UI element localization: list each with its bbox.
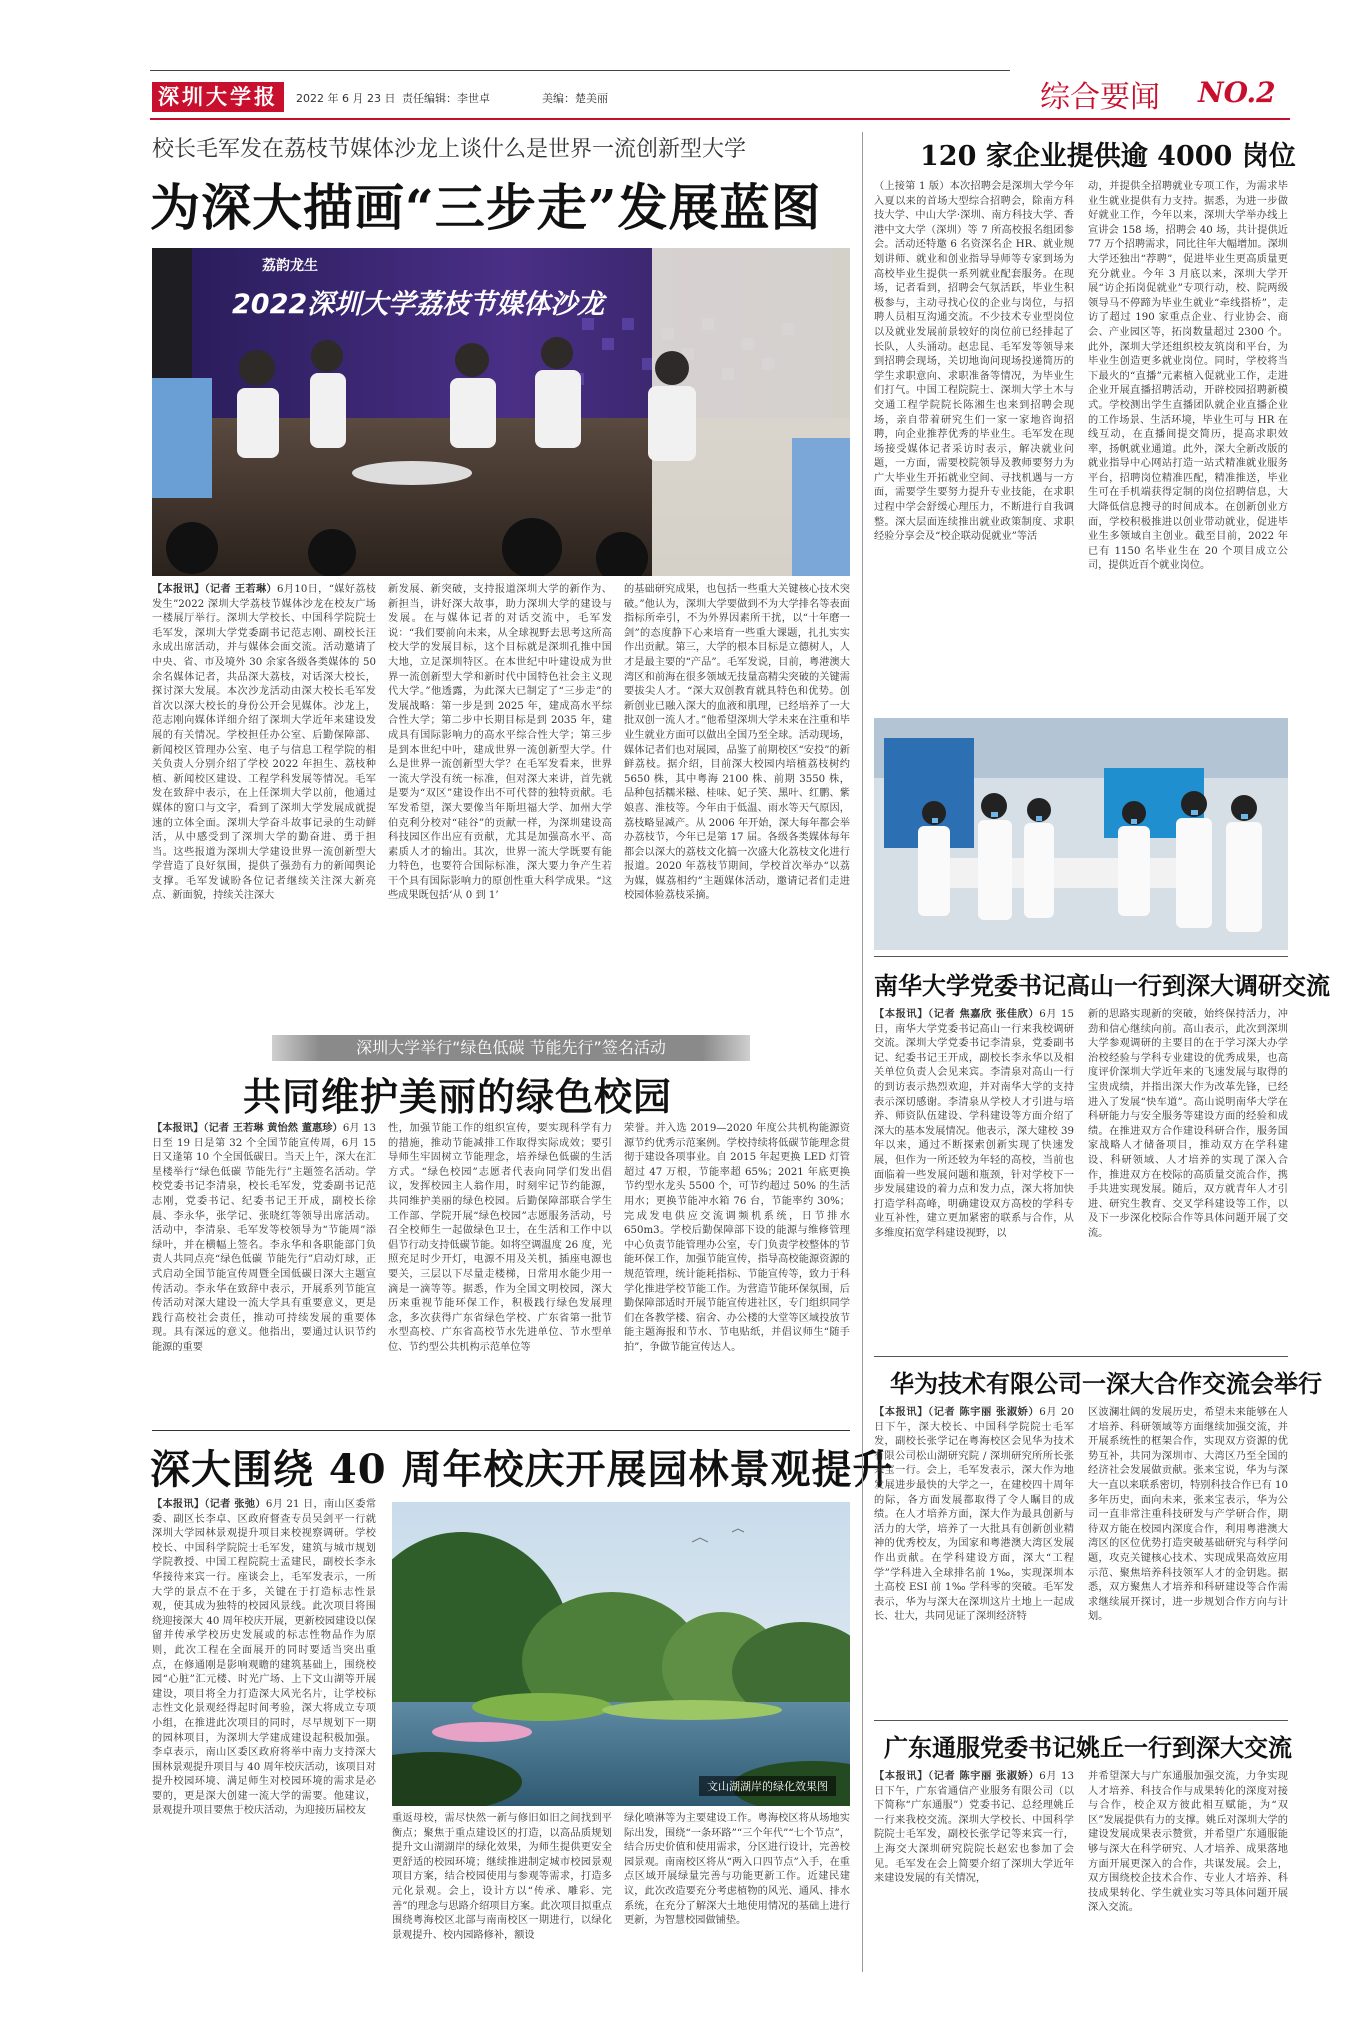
art-editor: 美编：楚美丽 <box>542 92 608 105</box>
article4-column-1: 【本报讯】（记者 陈宇丽 张淑娇）6月 20 日下午，深大校长、中国科学院院士毛军发，副校长张学记在粤海校区会见华为技术有限公司松山湖研究院 / 深圳研究所所长张来宝一行。会上，毛军发表示，深大作为地发展进步最快的大学之一，在建校四十周年的际，各方面发展都取得了令人瞩目的成绩。在人才培养方面，深大作为最具创新与活力的大学，培养了一大批具有创新创业精神的优秀校友，为国家和粤港澳大湾区发展作出贡献。在学科建设方面，深大“工程学”学科进入全球排名前 1‰，实现深圳本土高校 ESI 前 1‰ 学科零的突破。毛军发表示，华为与深大在深圳这片土地上一起成长、壮大，共同见证了深圳经济特 <box>874 1407 1074 1623</box>
lakeside-rendering <box>392 1502 850 1806</box>
dateline-tag: 【本报讯】（记者 王若琳） <box>152 584 278 595</box>
article2-column-2: 动，并提供全招聘就业专项工作，为需求毕业生就业提供有力支持。据悉，为进一步做好就业工作，今年以来，深圳大学举办线上宣讲会 158 场，招聘会 40 场，共计提供近 77 万个招聘需求，同比往年大幅增加。深圳大学还独出“荐聘”，促进毕业生更高质量更充分就业。今年 3 月底以来，深圳大学开展“访企拓岗促就业”专项行动，校、院两级领导马不停蹄为毕业生就业“牵线搭桥”，走访了超过 190 家重点企业、行业协会、商会、产业园区等，拓岗数量超过 2300 个。此外，深圳大学还组织校友筑岗和平台，为毕业生创造更多就业岗位。同时，学校将当下最火的“直播”元素植入促就业工作，走进企业开展直播招聘活动，开辟校园招聘新模式。学校测出学生直播团队就企业直播企业的工作场景、生活环境，毕业生可与 HR 在线互动，在直播间提交简历，提高求职效率，扬帆就业通道。此外，深大全新改版的就业指导中心网站打造一站式精准就业服务平台，招聘岗位精准匹配，精准推送，毕业生可在手机端获得定制的岗位招聘信息，大大降低信息搜寻的时间成本。在创新创业方面，学校积极推进以创业带动就业，促进毕业生多领域自主创业。截至目前，2022 年已有 1150 名毕业生在 20 个项目成立公司，提供近百个就业岗位。 <box>1088 181 1288 572</box>
masthead-red-rule <box>150 118 1290 120</box>
article1-photo <box>152 248 850 576</box>
article3-headline: 南华大学党委书记高山一行到深大调研交流 <box>874 971 1330 1000</box>
article1-column-1: 【本报讯】（记者 王若琳）6月10日，“媒好荔枝发生”2022 深圳大学荔枝节媒体沙龙在校友广场一楼展厅举行。深圳大学校长、中国科学院院士毛军发，深圳大学党委副书记范志刚、副校长汪永成出席活动，并与媒体会面交流。活动邀请了中央、省、市及境外 30 余家各级各类媒体的 50 余名媒体记者，共品深大荔枝，对话深大校长，探讨深大发展。本次沙龙活动由深大校长毛军发首次以深大校长的身份公开会见媒体。沙龙上，范志刚向媒体详细介绍了深圳大学近年来建设发展的有关情况。学校担任办公室、后勤保障部、新闻校区管理办公室、电子与信息工程学院的相关负责人分别介绍了学校 2022 年担生、荔枝种植、新闻校区建设、工程学科发展等情况。毛军发在致辞中表示，在上任深圳大学以前，他通过媒体的窗口与文字，看到了深圳大学发展成就提速的立体全面。深圳大学奋斗故事记录的生动鲜活，从中感受到了深圳大学的勤奋进、勇于担当。这些报道为深圳大学建设世界一流创新型大学营造了良好氛围，提供了强劲有力的新闻舆论支撑。毛军发诚盼各位记者继续关注深大新亮点、新面貌，持续关注深大 <box>152 584 376 902</box>
article5-column-2: 并希望深大与广东通服加强交流，力争实现人才培养、科技合作与成果转化的深度对接与合作，校企双方彼此相互赋能，为“双区”发展提供有力的支撑。姚丘对深圳大学的建设发展成果表示赞赏，并希望广东通服能够与深大在科学研究、人才培养、成果落地方面开展更深入的合作，共谋发展。会上，双方围绕校企技术合作、专业人才培养、科技成果转化、学生就业实习等具体问题开展深入交流。 <box>1088 1771 1288 1914</box>
article4-headline: 华为技术有限公司一深大合作交流会举行 <box>890 1369 1322 1398</box>
dateline-tag: 【本报讯】（记者 张弛） <box>152 1499 266 1510</box>
article5-headline: 广东通服党委书记姚丘一行到深大交流 <box>884 1733 1292 1762</box>
article2-photo <box>874 718 1288 950</box>
article1-kicker: 校长毛军发在荔枝节媒体沙龙上谈什么是世界一流创新型大学 <box>152 137 747 162</box>
article1-headline: 为深大描画“三步走”发展蓝图 <box>150 178 822 237</box>
article6-column-1: 【本报讯】（记者 王若琳 黄怡然 董惠珍）6月 13 日至 19 日是第 32 个全国节能宣传周，6月 15 日又逢第 10 个全国低碳日。当天上午，深大在汇星楼举行“绿色低碳 节能先行”主题签名活动。学校党委书记李清泉，校长毛军发，党委副书记范志刚，党委书记、纪委书记王开成，副校长徐晨、李永华，张学记、张晓红等领导出席活动。活动中，李清泉、毛军发等校领导为“节能周”添绿叶，并在横幅上签名。李永华和各职能部门负责人共同点亮“绿色低碳 节能先行”启动灯球，正式启动全国节能宣传周暨全国低碳日深大主题宣传活动。李永华在致辞中表示，开展系列节能宣传活动对深大建设一流大学具有重要意义，更是践行高校社会责任，推动可持续发展的重要体现。具有深远的意义。他指出，要通过认识节约能源的重要 <box>152 1123 376 1353</box>
article7-column-3: 绿化喷淋等为主要建设工作。粤海校区将从场地实际出发，围绕“一条环路”“三个年代”“七个节点”，结合历史价值和使用需求，分区进行设计，完善校园景观。南南校区将从“两入口四节点”入手，在重点区域开展绿量完善与功能更新工作。近建民建议，此次改造要充分考虑植物的风光、通风、排水系统，在充分了解深大土地使用情况的基础上进行更新，为智慧校园做铺垫。 <box>624 1813 850 1927</box>
article6-bottom-rule <box>152 1430 850 1431</box>
dateline-tag: 【本报讯】（记者 王若琳 黄怡然 董惠珍） <box>152 1123 343 1134</box>
article3-column-2: 新的思路实现新的突破，始终保持活力，冲劲和信心继续向前。高山表示，此次到深圳大学参观调研的主要目的在于学习深大办学治校经验与学科专业建设的优秀成果，也高度评价深圳大学近年来的飞速发展与取得的宝贵成绩，并指出深大作为改革先锋，已经进入了发展“快车道”。高山说明南华大学在科研能力与安全服务等建设方面的经验和成绩。在推进双方合作建设科研合作，服务国家战略人才储备项目，推动双方在学科建设、科研领域、人才培养的实现了深入合作，推进双方在校际的高质量交流合作，携手共进实现发展。随后，双方就青年人才引进、研究生教育、交叉学科建设等工作，以及下一步深化校际合作等具体问题开展了交流。 <box>1088 1009 1288 1239</box>
issue-date: 2022 年 6 月 23 日 <box>296 92 396 105</box>
photo-brand-text: 荔韵龙生 <box>262 258 318 274</box>
article2-bottom-rule <box>874 956 1288 957</box>
dateline-tag: 【本报讯】（记者 焦嘉欣 张佳欣） <box>874 1009 1040 1020</box>
article3-column-1: 【本报讯】（记者 焦嘉欣 张佳欣）6月 15 日，南华大学党委书记高山一行来我校调研交流。深圳大学党委书记李清泉，党委副书记、纪委书记王开成，副校长李永华以及相关单位负责人会见来宾。李清泉对高山一行的到访表示热烈欢迎，并对南华大学的支持表示深切感谢。李清泉从学校人才引进与培养、师资队伍建设、学科建设等方面介绍了深大的基本发展情况。他表示，深大建校 39 年以来，通过不断探索创新实现了快速发展，但作为一所还较为年轻的高校，当前也面临着一些发展问题和瓶颈，针对学校下一步发展建设的着力点和发力点，深大将加快打造学科高峰，明确建设双方高校的学科专业互补性，建立更加紧密的联系与合作，从多维度拓宽学科建设视野，以 <box>874 1009 1074 1239</box>
article6-column-2: 性，加强节能工作的组织宣传，要实现科学有力的措施，推动节能减排工作取得实际成效；要引导师生牢固树立节能理念，培养绿色低碳的生活方式。“绿色校园”志愿者代表向同学们发出倡议，发挥校园主人翁作用，时刻牢记节约能源，共同维护美丽的绿色校园。后勤保障部联合学生工作部、学院开展“绿色校园”志愿服务活动，号召全校师生一起做绿色卫士，在生活和工作中以倡节行动支持低碳节能。如将空调温度 26 度，光照充足时少开灯，电源不用及关机，插座电源也要关，三层以下尽量走楼梯，日常用水能少用一滴是一滴等等。据悉，作为全国文明校园，深大历来重视节能环保工作，积极践行绿色发展理念，多次获得广东省绿色学校、广东省第一批节水型高校、广东省高校节水先进单位、节水型单位、节约型公共机构示范单位等 <box>388 1123 612 1353</box>
article4-column-2: 区波澜壮阔的发展历史，希望未来能够在人才培养、科研领域等方面继续加强交流，并开展系统性的框架合作，实现双方资源的优势互补，共同为深圳市、大湾区乃至全国的经济社会发展做贡献。张来宝说，华为与深大一直以来联系密切，特别科技合作已有 10 多年历史，面向未来，张来宝表示，华为公司一直非常注重科技研发与产学研合作，期待双方能在校园内深度合作，利用粤港澳大湾区的区位优势打造突破基础研究与科学问题，攻克关键核心技术、实现成果高效应用示范、聚焦培养科技领军人才的金钥匙。据悉，双方聚焦人才培养和科研建设等合作需求继续展开探讨，进一步规划合作方向与计划。 <box>1088 1407 1288 1623</box>
dateline-tag: 【本报讯】（记者 陈宇丽 张淑娇） <box>874 1771 1040 1782</box>
responsible-editor: 责任编辑：李世卓 <box>402 92 490 105</box>
article7-column-2: 重返母校，需尽快然一新与修旧如旧之间找到平衡点；聚焦于重点建设区的打造，以高品质规划提升文山湖湖岸的绿化效果，为师生提供更安全更舒适的校园环境；继续推进制定城市校园景观项目方案，结合校园使用与参观等需求，打造多元化景观。会上，设计方以“传承、雕彩、完善”的理念与思路介绍项目方案。此次项目拟重点围绕粤海校区北部与南南校区一期进行，以绿化景观提升、校内园路修补，额设 <box>392 1813 612 1941</box>
article2-headline: 120 家企业提供逾 4000 岗位 <box>920 141 1296 172</box>
dateline-tag: 【本报讯】（记者 陈宇丽 张淑娇） <box>874 1407 1040 1418</box>
article6-banner: 深圳大学举行“绿色低碳 节能先行”签名活动 <box>272 1035 750 1061</box>
article6-column-3: 荣誉。并入选 2019—2020 年度公共机构能源资源节约优秀示范案例。学校持续将低碳节能理念贯彻于建设各项事业。自 2015 年起更换 LED 灯管超过 47 万根，节能率超 65%；2021 年底更换节约型水龙头 5500 个，可节约超过 50% 的生活用水；更换节能冲水箱 76 台，节能率约 30%；完成发电供应交流调频机系统，日节排水 650m3。学校后勤保障部下设的能源与维修管理中心负责节能管理办公室，专门负责学校整体的节能环保工作，加强节能宣传，指导高校能源资源的规范管理，统计能耗指标、节能宣传等，致力于科学化推进学校节能工作。为营造节能环保氛围，后勤保障部适时开展节能宣传进社区，专门组织同学们在各教学楼、宿舍、办公楼的大堂等区域投放节能主题海报和节水、节电贴纸，并倡议师生“随手拍”，争做节能宣传达人。 <box>624 1123 850 1353</box>
page-number: NO.2 <box>1198 76 1276 109</box>
article7-photo-caption: 文山湖湖岸的绿化效果图 <box>699 1776 836 1796</box>
column-divider <box>862 132 863 1972</box>
article7-photo <box>392 1502 850 1806</box>
article3-bottom-rule <box>874 1356 1288 1357</box>
job-fair-photo <box>874 718 1288 950</box>
article1-column-2: 新发展、新突破，支持报道深圳大学的新作为、新担当，讲好深大故事，助力深圳大学的建设与发展。在与媒体记者的对话交流中，毛军发说：“我们要前向未来，从全球视野去思考这所高校大学的发展目标，这个目标就是深圳孔推中国大地，立足深圳特区。在本世纪中叶建设成为世界一流创新型大学和新时代中国特色社会主义现代大学。”他透露，为此深大已制定了“三步走”的发展战略：第一步是到 2025 年，建成高水平综合性大学；第二步中长期目标是到 2035 年，建成具有国际影响力的高水平综合性大学；第三步是到本世纪中叶，建成世界一流创新型大学。什么是世界一流创新型大学？在毛军发看来，世界一流大学没有统一标准，但对深大来讲，首先就是要为“双区”建设作出不可代替的独特贡献。毛军发希望，深大要像当年斯坦福大学、加州大学伯克利分校对“硅谷”的贡献一样，为深圳建设高科技园区作出应有贡献，尤其是加强高水平、高素质人才的输出。其次，世界一流大学既要有能力特色，也要符合国际标准，深大要力争产生若干个具有国际影响力的原创性重大科学成果。“这些成果既包括‘从 0 到 1’ <box>388 584 612 902</box>
article7-headline: 深大围绕 40 周年校庆开展园林景观提升 <box>150 1446 894 1493</box>
photo-banner-text: 2022深圳大学荔枝节媒体沙龙 <box>232 289 605 320</box>
media-salon-photo <box>152 248 850 576</box>
masthead-top-rule <box>150 70 1010 71</box>
article2-column-1: （上接第 1 版）本次招聘会是深圳大学今年入夏以来的首场大型综合招聘会，除南方科技大学、中山大学·深圳、南方科技大学、香港中文大学（深圳）等 7 所高校报名组团参会。活动还特邀 6 名资深名企 HR、就业规划讲师、就业和创业指导导师等专家到场为高校毕业生提供一系列就业配套服务。在现场，记者看到，招聘会气氛活跃，毕业生积极参与，主动寻找心仪的企业与岗位，与招聘人员相互沟通交流。不少技术专业型岗位以及就业发展前景较好的岗位前已经排起了长队，人头涌动。赵忠昆、毛军发等领导来到招聘会现场，关切地询问现场投递简历的学生求职意向、求职准备等情况，为毕业生们打气。中国工程院院士、深圳大学土木与交通工程学院院长陈湘生也来到招聘会现场，亲自带着研究生们一家一家地咨询招聘，向企业推荐优秀的毕业生。毛军发在现场接受媒体记者采访时表示，解决就业问题，一方面，需要校院领导及教师要努力为广大毕业生开拓就业空间、寻找机遇与一方面，需要学生要努力提升专业技能，在求职过程中学会舒缓心理压力，不断进行自我调整。深大层面连续推出就业政策制度、求职经验分享会及“校企联动促就业”等活 <box>874 181 1074 543</box>
newspaper-logo: 深圳大学报 <box>152 82 284 112</box>
article1-column-3: 的基础研究成果，也包括一些重大关键核心技术突破。”他认为，深圳大学要做到不为大学排名等表面指标所牵引，不为外界因素所干扰，以“十年磨一剑”的态度静下心来培育一些重大课题，扎扎实实作出贡献。第三，大学的根本目标是立德树人，人才是最主要的“产品”。毛军发说，目前，粤港澳大湾区和前海在很多领域无技量高精尖突破的关键需要拔尖人才。“深大双创教育就具特色和优势。创新创业已融入深大的血液和肌理，已经培养了一大批双创一流人才。”他希望深圳大学未来在注重和毕业生就业方面可以做出全国乃至全球。活动现场，媒体记者们也对展园，品鉴了前期校区“安投”的新鲜荔枝。据介绍，目前深大校园内培植荔枝树约 5650 株，其中粤海 2100 株、前期 3550 株，品种包括糯米糍、桂味、妃子笑、黑叶、红鹏、紫娘喜、淮枝等。今年由于低温、雨水等天气原因，荔枝略显减产。从 2006 年开始，深大每年都会举办荔枝节，今年已是第 17 届。各级各类媒体每年都会以深大的荔枝文化搞一次盛大化荔枝文化进行报道。2020 年荔枝节期间，学校首次举办“以荔为媒，媒荔相约”主题媒体活动，邀请记者们走进校园体验荔枝采摘。 <box>624 584 850 902</box>
article6-headline: 共同维护美丽的绿色校园 <box>243 1074 673 1119</box>
article4-bottom-rule <box>874 1720 1288 1721</box>
article5-column-1: 【本报讯】（记者 陈宇丽 张淑娇）6月 13 日下午，广东省通信产业服务有限公司（以下简称“广东通服”）党委书记、总经理姚丘一行来我校交流。深圳大学校长、中国科学院院士毛军发，副校长张学记等来宾一行，上海交大深圳研究院院长赵宏也参加了会见。毛军发在会上简要介绍了深圳大学近年来建设发展的有关情况， <box>874 1771 1074 1885</box>
section-name: 综合要闻 <box>1040 80 1160 115</box>
article7-column-1: 【本报讯】（记者 张弛）6月 21 日，南山区委常委、副区长李卓、区政府督查专员吴剑平一行就深圳大学园林景观提升项目来校视察调研。学校校长、中国科学院院士毛军发，建筑与城市规划学院教授、中国工程院院士孟建民，副校长李永华接待来宾一行。座谈会上，毛军发表示，一所大学的景点不在于多，关键在于打造标志性景观，使其成为独特的校园风景线。此次项目将围绕迎接深大 40 周年校庆开展，更新校园建设以保留并传承学校历史发展或的标志性物品作为原则，此次工程在全面展开的同时要适当突出重点，在修通刚是影响观瞻的建筑基础上，围绕校园“心脏”汇元楼、时光广场、上下文山湖等开展建设，项目将全力打造深大风光名片，让学校标志性文化景观经得起时间考验，深大将成立专项小组，在推进此次项目的同时，尽早规划下一期的园林项目，为深圳大学建成建设起积极加强。李卓表示，南山区委区政府将举中南力支持深大围林景观提升项目与 40 周年校庆活动，该项目对提升校园环境、满足师生对校园环境的需求是必要的，更是深大创建一流大学的需要。他建议，景观提升项目要焦于校庆活动，为迎接历届校友 <box>152 1499 376 1817</box>
